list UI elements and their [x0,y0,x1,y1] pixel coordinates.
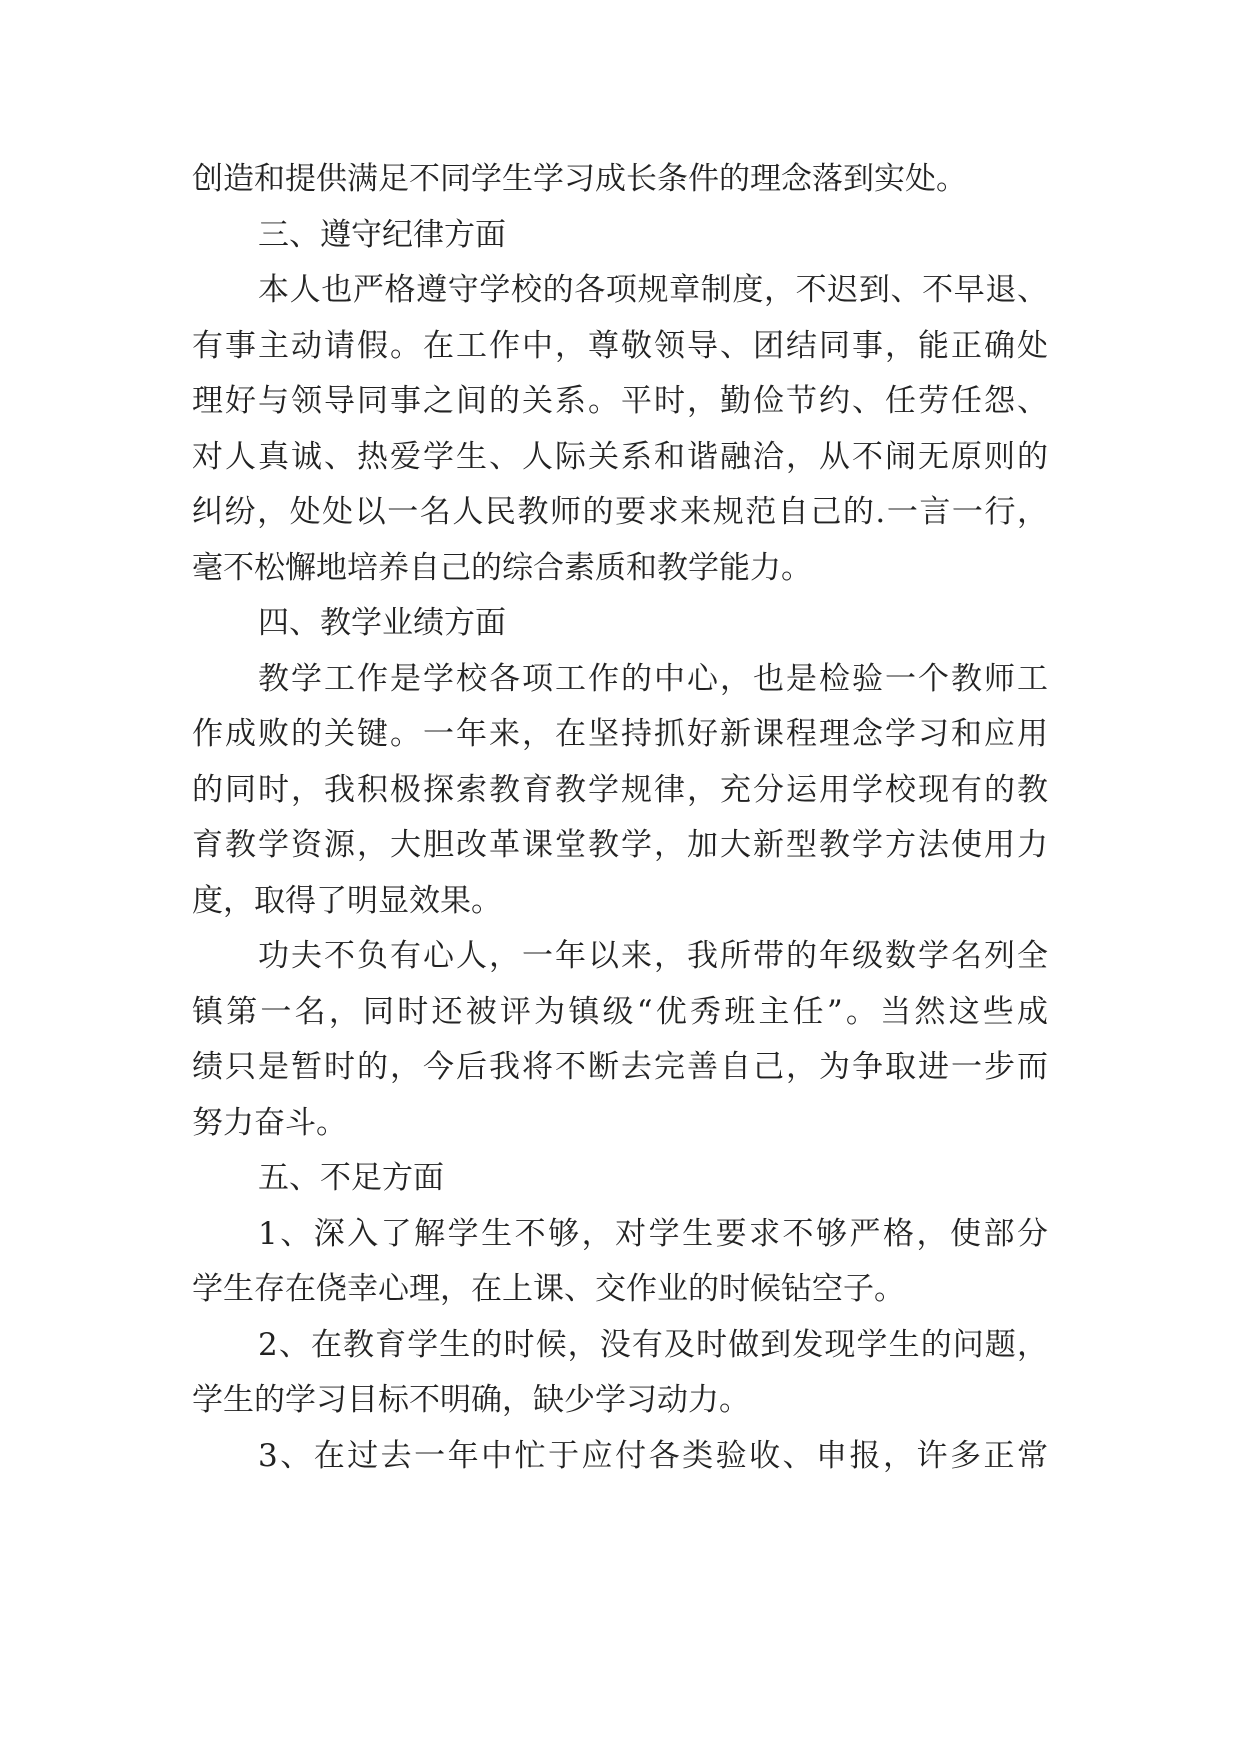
text-line: 本人也严格遵守学校的各项规章制度，不迟到、不早退、 [258,272,1048,308]
text-line: 功夫不负有心人，一年以来，我所带的年级数学名列全 [258,938,1048,974]
text-line: 纠纷，处处以一名人民教师的要求来规范自己的.一言一行， [192,494,1048,530]
section-heading: 五、不足方面 [258,1160,444,1196]
section-heading: 三、遵守纪律方面 [258,216,506,253]
list-item: 1、深入了解学生不够，对学生要求不够严格，使部分 [258,1215,1048,1252]
section-heading: 四、教学业绩方面 [258,605,506,641]
list-item: 2、在教育学生的时候，没有及时做到发现学生的问题， [258,1326,1048,1363]
text-line: 毫不松懈地培养自己的综合素质和教学能力。 [192,549,812,586]
text-line: 镇第一名，同时还被评为镇级“优秀班主任”。当然这些成 [192,993,1048,1030]
text-line: 有事主动请假。在工作中，尊敬领导、团结同事，能正确处 [192,327,1048,364]
text-line: 学生存在侥幸心理，在上课、交作业的时候钻空子。 [192,1271,905,1307]
text-line: 努力奋斗。 [192,1104,347,1141]
text-line: 教学工作是学校各项工作的中心，也是检验一个教师工 [258,660,1048,697]
document-page [192,152,1048,1484]
text-line: 育教学资源，大胆改革课堂教学，加大新型教学方法使用力 [192,827,1048,863]
list-item: 3、在过去一年中忙于应付各类验收、申报，许多正常 [258,1437,1048,1474]
text-line: 创造和提供满足不同学生学习成长条件的理念落到实处。 [192,161,967,197]
text-line: 理好与领导同事之间的关系。平时，勤俭节约、任劳任怨、 [192,383,1048,419]
text-line: 学生的学习目标不明确，缺少学习动力。 [192,1382,750,1418]
text-line: 对人真诚、热爱学生、人际关系和谐融洽，从不闹无原则的 [192,438,1048,475]
text-line: 度，取得了明显效果。 [192,882,502,919]
text-line: 绩只是暂时的，今后我将不断去完善自己，为争取进一步而 [192,1049,1048,1085]
text-line: 的同时，我积极探索教育教学规律，充分运用学校现有的教 [192,771,1048,808]
text-line: 作成败的关键。一年来，在坚持抓好新课程理念学习和应用 [192,716,1048,752]
